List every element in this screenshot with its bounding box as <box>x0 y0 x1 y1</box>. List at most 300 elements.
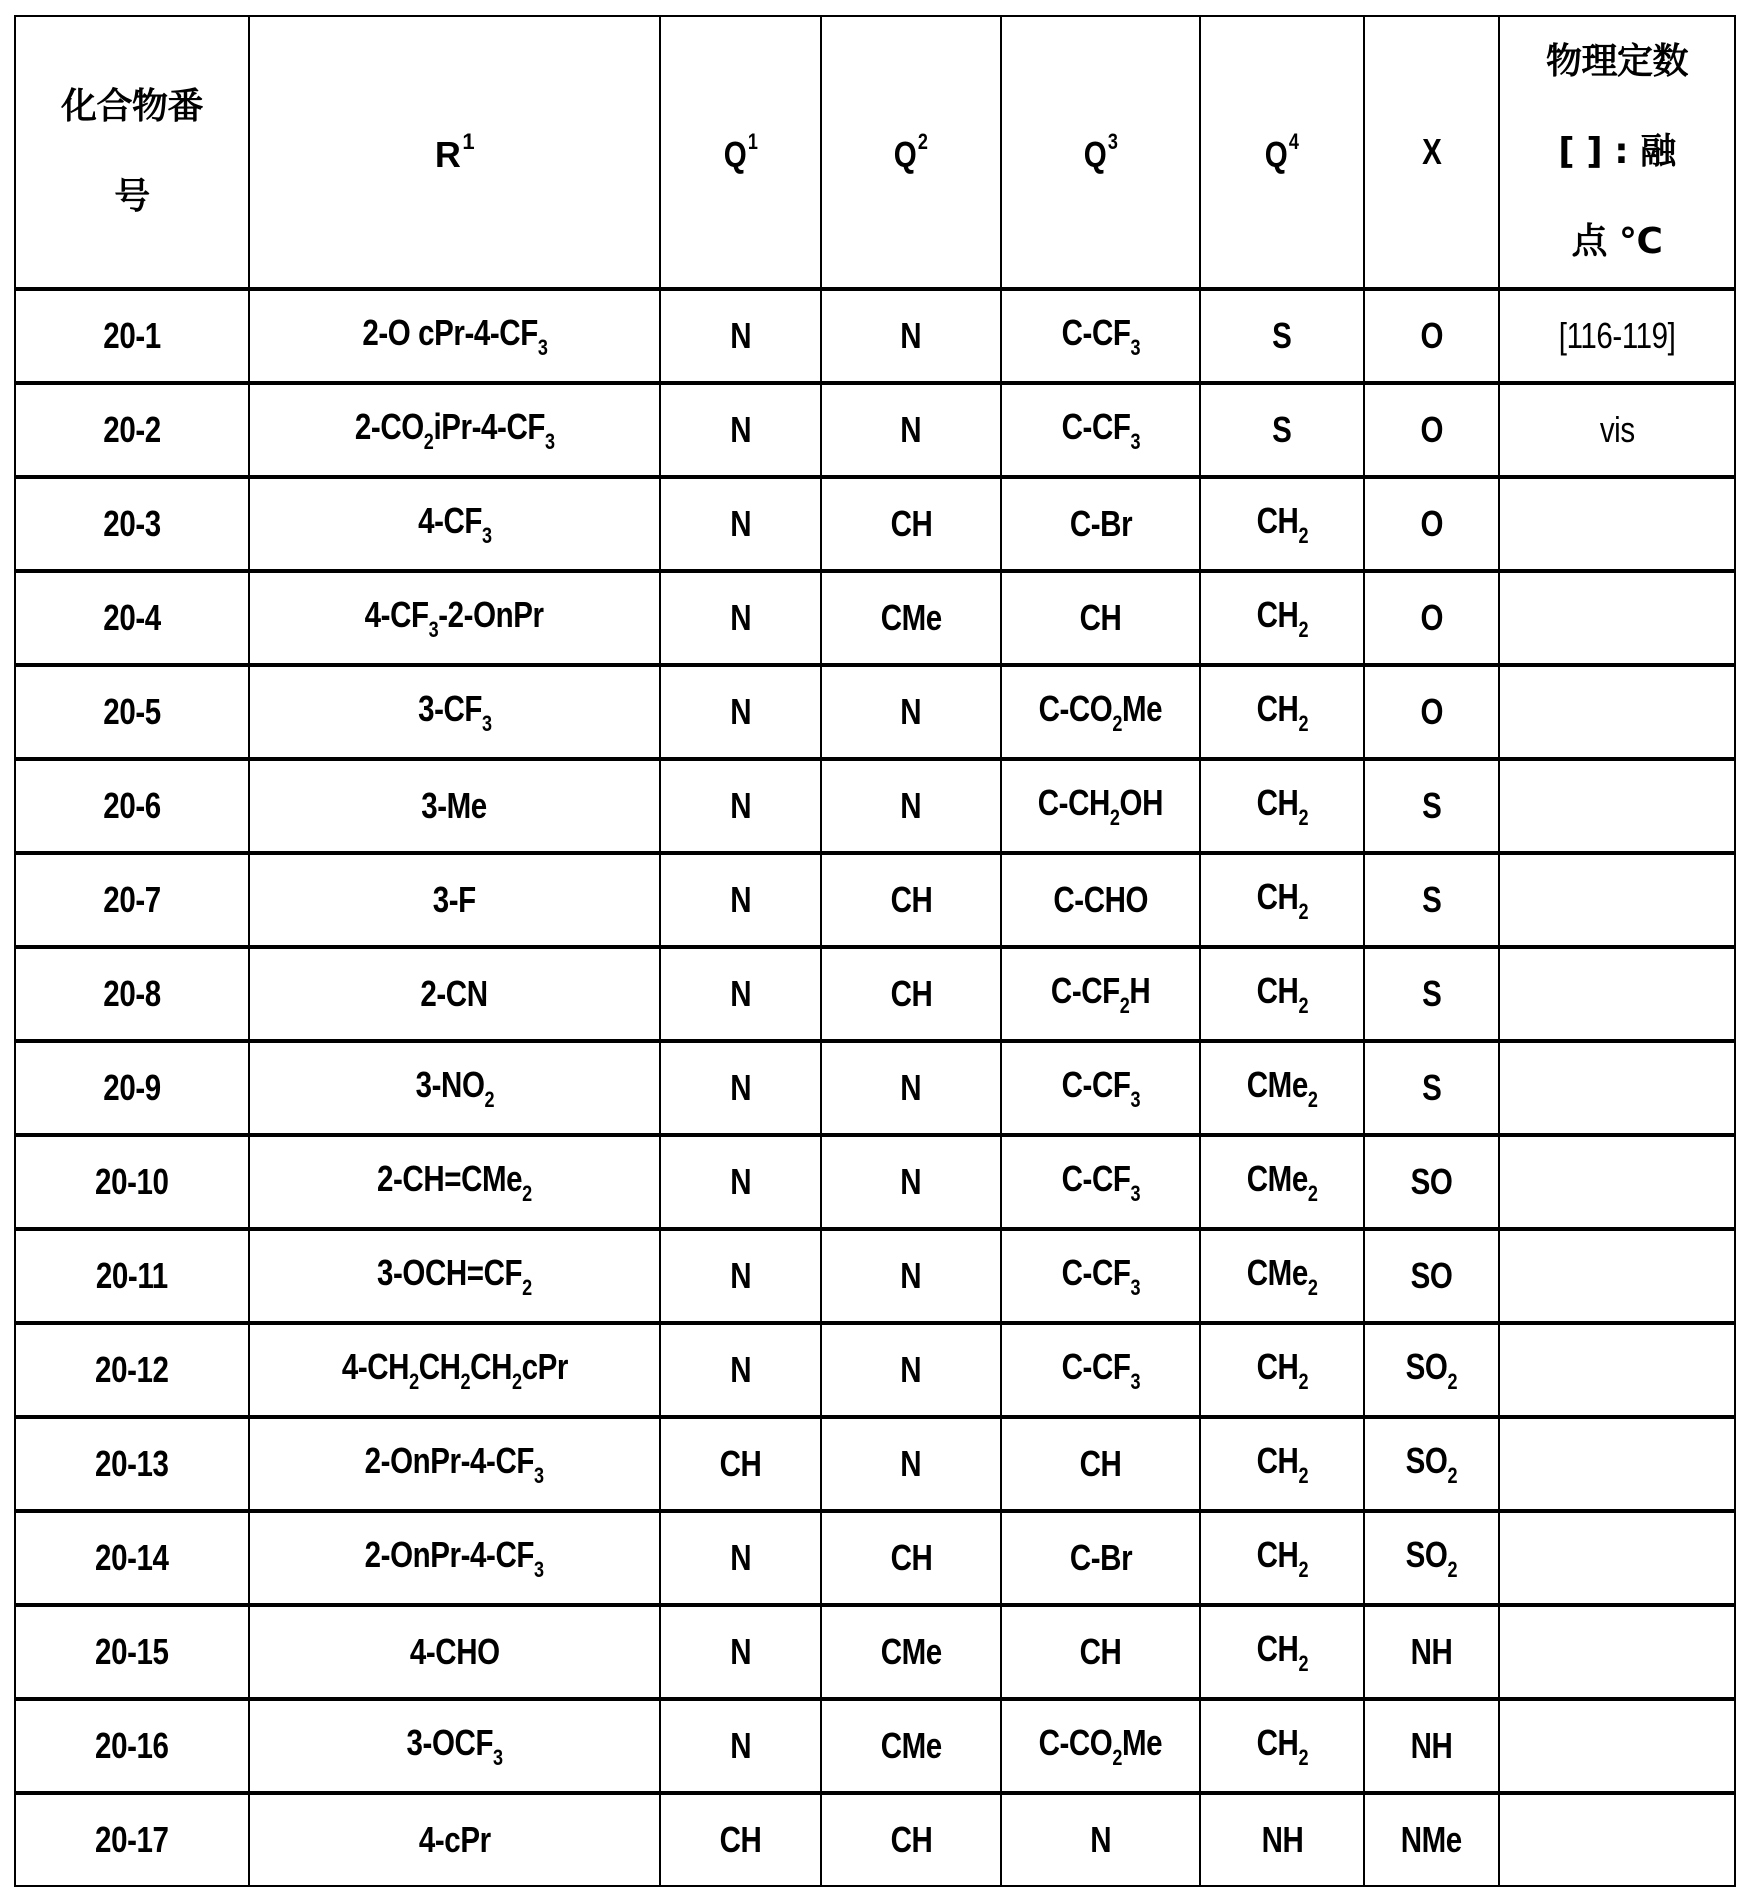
r1-cell <box>249 1605 660 1699</box>
q1-cell-text: N <box>730 409 751 450</box>
r1-cell-text: $3-NO_2$ <box>415 1063 494 1112</box>
physical-constant-cell <box>1499 1511 1735 1605</box>
q2-cell-text: CH <box>890 1537 932 1578</box>
header-x <box>1364 16 1499 289</box>
x-cell <box>1364 1323 1499 1417</box>
q4-cell <box>1200 1417 1364 1511</box>
q3-cell <box>1001 1135 1200 1229</box>
physical-constant-cell-text: vis <box>1599 409 1635 450</box>
q4-cell-text: CMe$_2$ <box>1246 1063 1318 1112</box>
physical-constant-cell <box>1499 1135 1735 1229</box>
compound-number-cell-text: 20-15 <box>95 1631 169 1672</box>
compound-number-cell-text: 20-4 <box>103 597 161 638</box>
x-cell <box>1364 853 1499 947</box>
header-physical-line1: 物理定数 <box>1545 41 1688 82</box>
q4-cell-text: $CH_2$ <box>1256 499 1308 548</box>
q1-cell-text: N <box>730 1161 751 1202</box>
compound-number-cell-text: 20-2 <box>103 409 161 450</box>
q3-cell <box>1001 1229 1200 1323</box>
x-cell <box>1364 477 1499 571</box>
header-r1-sup: 1 <box>462 128 475 154</box>
compound-number-cell-text: 20-9 <box>103 1067 161 1108</box>
physical-constant-cell <box>1499 665 1735 759</box>
x-cell-text: NH <box>1410 1631 1453 1672</box>
q3-cell <box>1001 1511 1200 1605</box>
compound-table <box>14 15 1736 1887</box>
q3-cell <box>1001 477 1200 571</box>
compound-number-cell <box>15 1699 249 1793</box>
q1-cell-text: N <box>730 691 751 732</box>
x-cell <box>1364 571 1499 665</box>
r1-cell-text: 2-O cPr-$4-CF_3$ <box>361 311 548 360</box>
q1-cell <box>660 665 821 759</box>
q3-cell-text: $C-CF_3$ <box>1061 1345 1140 1394</box>
header-r1 <box>249 16 660 289</box>
compound-number-cell-text: 20-8 <box>103 973 161 1014</box>
x-cell-text: $SO_2$ <box>1405 1439 1458 1488</box>
x-cell-text: O <box>1420 315 1443 356</box>
x-cell-text: NH <box>1410 1725 1453 1766</box>
compound-number-cell-text: 20-7 <box>103 879 161 920</box>
compound-number-cell-text: 20-10 <box>95 1161 169 1202</box>
x-cell-text: O <box>1420 503 1443 544</box>
q3-cell <box>1001 1323 1200 1417</box>
table-row <box>15 571 1735 665</box>
r1-cell-text: $2-CO_2iPr-4-CF_3$ <box>354 405 555 454</box>
q1-cell-text: N <box>730 315 751 356</box>
r1-cell-text: 3-F <box>432 879 477 920</box>
q1-cell-text: CH <box>719 1443 762 1484</box>
q4-cell-text: $CH_2$ <box>1256 1345 1308 1394</box>
x-cell <box>1364 1699 1499 1793</box>
x-cell <box>1364 289 1499 383</box>
physical-constant-cell <box>1499 853 1735 947</box>
q3-cell <box>1001 947 1200 1041</box>
q1-cell <box>660 853 821 947</box>
r1-cell <box>249 1793 660 1886</box>
physical-constant-cell <box>1499 1605 1735 1699</box>
table-row <box>15 947 1735 1041</box>
header-r1-label: R <box>434 133 461 175</box>
table-body <box>15 289 1735 1886</box>
r1-cell-text: $3-OCF_3$ <box>406 1721 503 1770</box>
r1-cell <box>249 947 660 1041</box>
header-row <box>15 16 1735 289</box>
compound-number-cell <box>15 1605 249 1699</box>
x-cell <box>1364 383 1499 477</box>
r1-cell-text: $4-CF_3$ <box>417 499 492 548</box>
q1-cell <box>660 1417 821 1511</box>
q2-cell-text: CMe <box>880 597 942 638</box>
q2-cell-text: N <box>900 409 922 450</box>
q4-cell-text: $CH_2$ <box>1256 969 1308 1018</box>
q2-cell-text: N <box>900 1067 922 1108</box>
table-row <box>15 1041 1735 1135</box>
q1-cell <box>660 759 821 853</box>
r1-cell <box>249 477 660 571</box>
q4-cell-text: $CH_2$ <box>1256 1439 1308 1488</box>
q4-cell <box>1200 1699 1364 1793</box>
compound-number-cell <box>15 477 249 571</box>
table-row <box>15 477 1735 571</box>
q4-cell <box>1200 853 1364 947</box>
q1-cell-text: N <box>730 1349 751 1390</box>
q4-cell <box>1200 1793 1364 1886</box>
compound-number-cell-text: 20-17 <box>95 1819 169 1860</box>
r1-cell <box>249 289 660 383</box>
compound-number-cell-text: 20-6 <box>103 785 161 826</box>
q3-cell-text: $C-CF_3$ <box>1061 311 1140 360</box>
q1-cell <box>660 1229 821 1323</box>
q2-cell-text: CMe <box>880 1631 942 1672</box>
x-cell-text: S <box>1421 1067 1442 1108</box>
table-row <box>15 1699 1735 1793</box>
q2-cell <box>821 477 1001 571</box>
r1-cell-text: $4-CF_3-2$-OnPr <box>365 593 544 642</box>
q2-cell-text: N <box>900 1255 922 1296</box>
r1-cell <box>249 383 660 477</box>
header-compound-no-line1: 化合物番 <box>60 86 203 127</box>
r1-cell <box>249 1323 660 1417</box>
compound-number-cell <box>15 289 249 383</box>
x-cell-text: SO <box>1410 1161 1453 1202</box>
q3-cell <box>1001 1699 1200 1793</box>
compound-number-cell-text: 20-3 <box>103 503 161 544</box>
x-cell-text: $SO_2$ <box>1405 1533 1458 1582</box>
compound-number-cell-text: 20-12 <box>95 1349 169 1390</box>
physical-constant-cell <box>1499 759 1735 853</box>
x-cell <box>1364 1417 1499 1511</box>
q2-cell <box>821 1229 1001 1323</box>
q4-cell-text: $CH_2$ <box>1256 593 1308 642</box>
x-cell-text: S <box>1421 879 1442 920</box>
q2-cell <box>821 947 1001 1041</box>
compound-number-cell <box>15 1041 249 1135</box>
q1-cell <box>660 1135 821 1229</box>
q1-cell-text: N <box>730 1067 751 1108</box>
q2-cell <box>821 665 1001 759</box>
physical-constant-cell-text: [116-119] <box>1558 315 1676 356</box>
q2-cell <box>821 571 1001 665</box>
q1-cell <box>660 1793 821 1886</box>
q1-cell <box>660 947 821 1041</box>
x-cell <box>1364 1229 1499 1323</box>
q4-cell-text: $CH_2$ <box>1256 875 1308 924</box>
q4-cell-text: $CH_2$ <box>1256 781 1308 830</box>
q4-cell <box>1200 1229 1364 1323</box>
x-cell <box>1364 665 1499 759</box>
q2-cell-text: N <box>900 785 922 826</box>
physical-constant-cell <box>1499 383 1735 477</box>
q4-cell <box>1200 947 1364 1041</box>
x-cell <box>1364 1135 1499 1229</box>
q1-cell-text: N <box>730 973 751 1014</box>
q3-cell-text: $C-CF_3$ <box>1061 1251 1140 1300</box>
r1-cell <box>249 665 660 759</box>
x-cell-text: SO <box>1410 1255 1453 1296</box>
table-row <box>15 289 1735 383</box>
physical-constant-cell <box>1499 1793 1735 1886</box>
q1-cell-text: N <box>730 1537 751 1578</box>
physical-constant-cell <box>1499 477 1735 571</box>
q4-cell-text: CMe$_2$ <box>1246 1251 1318 1300</box>
table-row <box>15 1229 1735 1323</box>
r1-cell <box>249 853 660 947</box>
physical-constant-cell <box>1499 1417 1735 1511</box>
x-cell <box>1364 1605 1499 1699</box>
r1-cell-text: $3-OCH=CF_2$ <box>377 1251 532 1300</box>
compound-number-cell <box>15 1323 249 1417</box>
header-q4-label: Q <box>1265 133 1288 175</box>
table-row <box>15 1793 1735 1886</box>
x-cell <box>1364 947 1499 1041</box>
q3-cell <box>1001 289 1200 383</box>
q3-cell-text: $C-CO_2Me$ <box>1038 1721 1163 1770</box>
physical-constant-cell <box>1499 571 1735 665</box>
q2-cell <box>821 1323 1001 1417</box>
r1-cell <box>249 1511 660 1605</box>
compound-number-cell-text: 20-5 <box>103 691 161 732</box>
header-physical-line2: [ ] : 融 <box>1558 131 1676 172</box>
r1-cell-text: 2-CN <box>420 973 489 1014</box>
header-q2-sup: 2 <box>918 128 928 154</box>
q2-cell <box>821 1699 1001 1793</box>
r1-cell <box>249 1417 660 1511</box>
header-physical-line3: 点 °C <box>1571 221 1663 262</box>
table-row <box>15 1323 1735 1417</box>
q2-cell-text: N <box>900 1443 922 1484</box>
q3-cell <box>1001 665 1200 759</box>
r1-cell <box>249 1699 660 1793</box>
q3-cell-text: $C-CH_2OH$ <box>1037 781 1164 830</box>
q2-cell <box>821 853 1001 947</box>
x-cell <box>1364 1793 1499 1886</box>
q2-cell-text: CMe <box>880 1725 942 1766</box>
compound-number-cell <box>15 665 249 759</box>
physical-constant-cell <box>1499 1041 1735 1135</box>
header-q2 <box>821 16 1001 289</box>
compound-number-cell <box>15 1793 249 1886</box>
q3-cell-text: CH <box>1079 1631 1122 1672</box>
x-cell-text: S <box>1421 785 1442 826</box>
compound-number-cell <box>15 759 249 853</box>
header-q2-label: Q <box>894 133 917 175</box>
q1-cell-text: N <box>730 1255 751 1296</box>
q4-cell <box>1200 1135 1364 1229</box>
x-cell-text: O <box>1420 691 1443 732</box>
q3-cell <box>1001 383 1200 477</box>
q3-cell <box>1001 1793 1200 1886</box>
header-q4-sup: 4 <box>1289 128 1299 154</box>
q3-cell <box>1001 571 1200 665</box>
header-q3-label: Q <box>1083 133 1107 175</box>
physical-constant-cell <box>1499 289 1735 383</box>
q3-cell <box>1001 1417 1200 1511</box>
physical-constant-cell <box>1499 1229 1735 1323</box>
q1-cell-text: N <box>730 597 751 638</box>
q3-cell-text: N <box>1090 1819 1111 1860</box>
table-row <box>15 759 1735 853</box>
q2-cell <box>821 1041 1001 1135</box>
q4-cell <box>1200 289 1364 383</box>
q1-cell-text: N <box>730 503 751 544</box>
q2-cell-text: CH <box>890 879 932 920</box>
q4-cell <box>1200 1605 1364 1699</box>
header-x-label: X <box>1421 131 1442 172</box>
header-q3 <box>1001 16 1200 289</box>
header-compound-no <box>15 16 249 289</box>
q4-cell-text: NH <box>1261 1819 1303 1860</box>
q4-cell <box>1200 1323 1364 1417</box>
physical-constant-cell <box>1499 947 1735 1041</box>
q4-cell <box>1200 665 1364 759</box>
q4-cell <box>1200 1041 1364 1135</box>
physical-constant-cell <box>1499 1323 1735 1417</box>
q3-cell-text: $C-CF_3$ <box>1061 405 1140 454</box>
r1-cell <box>249 759 660 853</box>
q1-cell <box>660 1323 821 1417</box>
table-row <box>15 1511 1735 1605</box>
q1-cell-text: CH <box>719 1819 762 1860</box>
header-physical-constant <box>1499 16 1735 289</box>
compound-number-cell <box>15 1135 249 1229</box>
compound-number-cell-text: 20-14 <box>95 1537 169 1578</box>
compound-number-cell <box>15 383 249 477</box>
q1-cell <box>660 1699 821 1793</box>
q3-cell-text: $C-CF_2H$ <box>1050 969 1151 1018</box>
q2-cell <box>821 1605 1001 1699</box>
q2-cell-text: CH <box>890 973 932 1014</box>
r1-cell-text: 2-CH=CMe$_2$ <box>377 1157 532 1206</box>
header-q1-label: Q <box>723 133 747 175</box>
table-row <box>15 853 1735 947</box>
r1-cell-text: $2-OnPr-4-CF_3$ <box>365 1439 544 1488</box>
q4-cell <box>1200 571 1364 665</box>
q3-cell <box>1001 1041 1200 1135</box>
q2-cell <box>821 383 1001 477</box>
q1-cell <box>660 571 821 665</box>
q3-cell-text: CH <box>1079 1443 1122 1484</box>
header-q4 <box>1200 16 1364 289</box>
q2-cell-text: CH <box>890 1819 932 1860</box>
x-cell <box>1364 1041 1499 1135</box>
q1-cell-text: N <box>730 785 751 826</box>
q2-cell <box>821 1793 1001 1886</box>
r1-cell-text: 4-cPr <box>418 1819 491 1860</box>
compound-number-cell <box>15 947 249 1041</box>
q2-cell <box>821 289 1001 383</box>
r1-cell <box>249 1041 660 1135</box>
q3-cell-text: C-CHO <box>1053 879 1148 920</box>
header-q3-sup: 3 <box>1107 128 1118 154</box>
q1-cell <box>660 1605 821 1699</box>
x-cell-text: $SO_2$ <box>1405 1345 1458 1394</box>
r1-cell-text: 3-Me <box>421 785 488 826</box>
q3-cell-text: $C-CF_3$ <box>1061 1157 1140 1206</box>
r1-cell-text: $4-CH_2CH_2CH_2cPr$ <box>341 1345 568 1394</box>
table-row <box>15 1135 1735 1229</box>
q3-cell-text: C-Br <box>1069 1537 1132 1578</box>
q1-cell <box>660 477 821 571</box>
physical-constant-cell <box>1499 1699 1735 1793</box>
q4-cell-text: $CH_2$ <box>1256 1721 1308 1770</box>
q3-cell-text: $C-CO_2Me$ <box>1038 687 1163 736</box>
q4-cell <box>1200 1511 1364 1605</box>
q4-cell-text: $CH_2$ <box>1256 1533 1308 1582</box>
compound-number-cell <box>15 853 249 947</box>
q2-cell-text: CH <box>890 503 932 544</box>
r1-cell <box>249 1229 660 1323</box>
q1-cell-text: N <box>730 879 751 920</box>
r1-cell-text: $2-OnPr-4-CF_3$ <box>365 1533 544 1582</box>
q2-cell-text: N <box>900 1349 922 1390</box>
q2-cell <box>821 1511 1001 1605</box>
q2-cell <box>821 759 1001 853</box>
compound-number-cell-text: 20-1 <box>103 315 161 356</box>
q4-cell-text: S <box>1272 315 1292 356</box>
header-q1 <box>660 16 821 289</box>
q3-cell-text: CH <box>1079 597 1122 638</box>
q3-cell-text: C-Br <box>1069 503 1132 544</box>
q3-cell <box>1001 853 1200 947</box>
x-cell <box>1364 1511 1499 1605</box>
q2-cell-text: N <box>900 1161 922 1202</box>
q4-cell <box>1200 759 1364 853</box>
table-row <box>15 1417 1735 1511</box>
q1-cell <box>660 289 821 383</box>
header-compound-no-line2: 号 <box>114 176 150 217</box>
q2-cell <box>821 1417 1001 1511</box>
q1-cell <box>660 1041 821 1135</box>
q4-cell <box>1200 477 1364 571</box>
q4-cell <box>1200 383 1364 477</box>
x-cell-text: S <box>1421 973 1442 1014</box>
compound-number-cell <box>15 1229 249 1323</box>
q1-cell-text: N <box>730 1631 751 1672</box>
q2-cell-text: N <box>900 691 922 732</box>
q3-cell-text: $C-CF_3$ <box>1061 1063 1140 1112</box>
r1-cell-text: $3-CF_3$ <box>417 687 492 736</box>
r1-cell-text: 4-CHO <box>409 1631 500 1672</box>
q1-cell <box>660 383 821 477</box>
q4-cell-text: S <box>1272 409 1292 450</box>
table-row <box>15 383 1735 477</box>
table-row <box>15 665 1735 759</box>
q2-cell-text: N <box>900 315 922 356</box>
x-cell <box>1364 759 1499 853</box>
q4-cell-text: CMe$_2$ <box>1246 1157 1318 1206</box>
q4-cell-text: $CH_2$ <box>1256 1627 1308 1676</box>
compound-number-cell-text: 20-11 <box>96 1255 168 1296</box>
q1-cell <box>660 1511 821 1605</box>
r1-cell <box>249 1135 660 1229</box>
x-cell-text: O <box>1420 409 1443 450</box>
header-q1-sup: 1 <box>747 128 758 154</box>
compound-number-cell-text: 20-13 <box>95 1443 169 1484</box>
compound-number-cell <box>15 1511 249 1605</box>
q2-cell <box>821 1135 1001 1229</box>
q1-cell-text: N <box>730 1725 751 1766</box>
table-row <box>15 1605 1735 1699</box>
x-cell-text: NMe <box>1400 1819 1463 1860</box>
compound-number-cell <box>15 571 249 665</box>
compound-number-cell <box>15 1417 249 1511</box>
compound-number-cell-text: 20-16 <box>95 1725 169 1766</box>
q3-cell <box>1001 759 1200 853</box>
q3-cell <box>1001 1605 1200 1699</box>
r1-cell <box>249 571 660 665</box>
x-cell-text: O <box>1420 597 1443 638</box>
